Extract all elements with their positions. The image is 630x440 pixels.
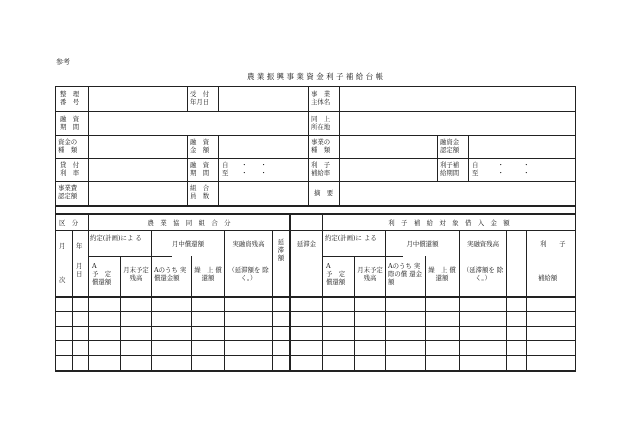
nintei-gaku-label: 融資金 認定額 bbox=[440, 138, 460, 154]
kumiai-bun-header: 農 業 協 同 組 合 分 bbox=[147, 219, 231, 227]
a-uchi-header-1: Aのうち 実償還金額 bbox=[154, 266, 187, 282]
jitsu-zandaka-header-1: 実融資残高 bbox=[232, 240, 265, 248]
reference-label: 参考 bbox=[56, 58, 70, 66]
shozaichi-field[interactable] bbox=[340, 112, 574, 134]
nen-header: 年 bbox=[76, 242, 83, 250]
table-row[interactable] bbox=[56, 356, 575, 370]
table-row[interactable] bbox=[56, 341, 575, 355]
kumiai-label: 組 合 員 数 bbox=[190, 184, 210, 200]
a-label-1: A bbox=[92, 262, 97, 270]
getsumatsu-header-2: 月末予定残高 bbox=[357, 266, 383, 282]
uketsuke-field[interactable] bbox=[219, 87, 307, 110]
entai-kin-header: 延滞金 bbox=[296, 240, 317, 248]
yotei-label-2: 予 定 bbox=[326, 270, 346, 278]
jigyo-shurui-label: 事業の 種 類 bbox=[311, 138, 331, 154]
shutai-field[interactable] bbox=[340, 87, 574, 110]
uketsuke-label: 受 付 年月日 bbox=[190, 90, 210, 106]
tsukihi-header: 月 日 bbox=[76, 262, 83, 278]
tsuki-header: 月 bbox=[59, 242, 66, 250]
shozaichi-label: 同 上 所在地 bbox=[311, 115, 331, 131]
yushi-kingaku-label: 融 資 金 額 bbox=[190, 138, 210, 154]
yakujo-header-2: 約定(計画)に よる bbox=[325, 234, 377, 242]
jigyo-shutai-label: 事 業 主体名 bbox=[311, 90, 331, 106]
ji-header: 次 bbox=[59, 276, 66, 284]
table-row[interactable] bbox=[56, 298, 575, 311]
table-row[interactable] bbox=[56, 312, 575, 326]
tekiyo-field[interactable] bbox=[340, 182, 574, 204]
shokan-label-2: 償還額 bbox=[326, 278, 346, 286]
shokan-label-1: 償還額 bbox=[92, 278, 112, 286]
getsumatsu-header-1: 月末予定残高 bbox=[123, 266, 149, 282]
table-row[interactable] bbox=[56, 327, 575, 340]
jitsu-zandaka-header-2: 実融資残高 bbox=[467, 240, 499, 248]
kuriage-header-1: 繰 上 償還額 bbox=[194, 266, 222, 282]
a-uchi-header-2: Aのうち 実際の償 還金額 bbox=[388, 262, 422, 286]
hokyu-gaku-header: 補給額 bbox=[538, 274, 558, 282]
rishi-header: 利 子 bbox=[540, 240, 566, 248]
taisho-kariire-header: 利 子 補 給 対 象 借 入 金 額 bbox=[388, 219, 510, 227]
hokyu-dates: 自 ・ ・ 至 ・ ・ bbox=[472, 161, 530, 177]
kikan-dates: 自 ・ ・ 至 ・ ・ bbox=[222, 161, 267, 177]
hokyu-kikan-label: 利子補 給期間 bbox=[440, 161, 460, 177]
yushi-kikan-label: 融 資 期 間 bbox=[60, 115, 80, 131]
getchu-header-1: 月中償還額 bbox=[172, 240, 204, 248]
entai-jo-header-2: （延滞額を 除く。） bbox=[462, 266, 504, 282]
entai-gaku-header: 延滞額 bbox=[277, 238, 285, 262]
kuriage-header-2: 繰 上 償還額 bbox=[428, 266, 456, 282]
yushi-kikan2-label: 融 資 期 間 bbox=[190, 161, 210, 177]
getchu-header-2: 月中償還額 bbox=[406, 240, 439, 248]
kashitsuke-riritsu-label: 貸 付 利 率 bbox=[60, 161, 80, 177]
tekiyo-label: 摘 要 bbox=[314, 189, 334, 197]
hokyuritsu-label: 利 子 補給率 bbox=[311, 161, 331, 177]
entai-jo-header-1: （延滞額を 除く。） bbox=[228, 266, 269, 282]
seiri-field[interactable] bbox=[89, 87, 186, 110]
yushi-kikan-field[interactable] bbox=[89, 112, 307, 134]
kubun-header: 区 分 bbox=[59, 219, 79, 227]
seiri-label: 整 理 番 号 bbox=[60, 90, 80, 106]
page-title: 農 業 振 興 事 業 資 金 利 子 補 給 台 帳 bbox=[247, 72, 383, 81]
shikin-shurui-label: 資金の 種 類 bbox=[58, 138, 78, 154]
yotei-label-1: 予 定 bbox=[92, 270, 112, 278]
jigyohi-label: 事業費 認定額 bbox=[58, 184, 78, 200]
a-label-2: A bbox=[326, 262, 331, 270]
yakujo-header-1: 約定(計画)によ る bbox=[90, 234, 142, 242]
